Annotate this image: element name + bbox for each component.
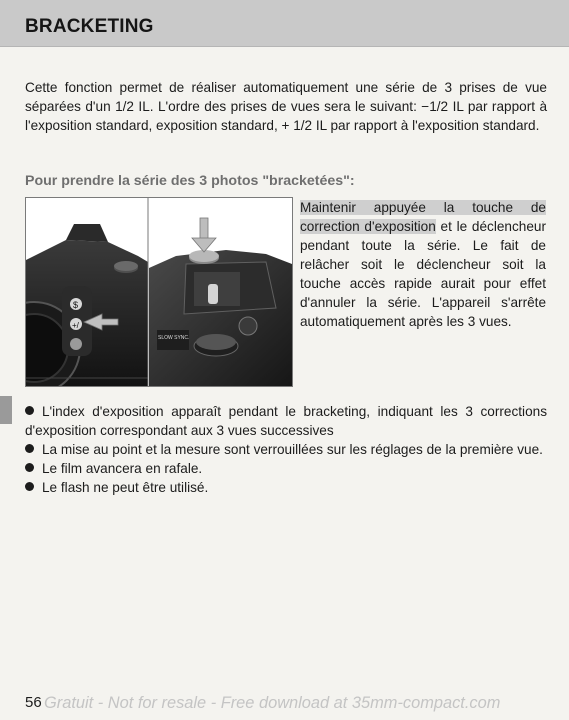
section-subheading: Pour prendre la série des 3 photos "bracketées": [25, 173, 355, 189]
header-bar [0, 0, 569, 47]
intro-paragraph: Cette fonction permet de réaliser automatiquement une série de 3 prises de vue séparées d'un 1/2 IL. L'ordre des prises de vues sera le suivant: −1/2 IL par rapport à l'exposition standard, exposition standard, + 1/2 IL par rapport à l'exposition standard. [25, 80, 547, 133]
page-title: BRACKETING [25, 16, 154, 37]
list-item: Le flash ne peut être utilisé. [25, 478, 547, 497]
list-item: L'index d'exposition apparaît pendant le bracketing, indiquant les 3 corrections d'exposition correspondant aux 3 vues successives [25, 404, 547, 438]
svg-text:+/: +/ [72, 321, 79, 330]
instruction-highlight: Maintenir appuyée la touche de correction d'exposition [300, 200, 546, 234]
slow-sync-label: SLOW SYNC. [158, 335, 190, 341]
camera-illustration [25, 197, 293, 387]
bullet-icon [25, 482, 34, 491]
instruction-text [300, 198, 546, 331]
instruction-rest: et le déclencheur pendant toute la série. Le fait de relâcher soit le déclencheur soit la touche accès rapide aurait pour effet d'annuler la série. L'appareil s'arrête automatiquement après les 3 vues. [300, 219, 546, 329]
bullet-icon [25, 463, 34, 472]
bullet-icon [25, 406, 34, 415]
watermark: Gratuit - Not for resale - Free download at 35mm-compact.com [44, 694, 501, 712]
margin-mark [0, 396, 12, 424]
bullet-icon [25, 444, 34, 453]
list-item: La mise au point et la mesure sont verrouillées sur les réglages de la première vue. [25, 440, 547, 459]
camera-left-view [26, 198, 148, 386]
list-item: Le film avancera en rafale. [25, 459, 547, 478]
page-number: 56 [25, 694, 42, 711]
svg-text:$: $ [73, 300, 79, 310]
camera-right-view [149, 198, 292, 386]
bullet-list [25, 402, 547, 497]
